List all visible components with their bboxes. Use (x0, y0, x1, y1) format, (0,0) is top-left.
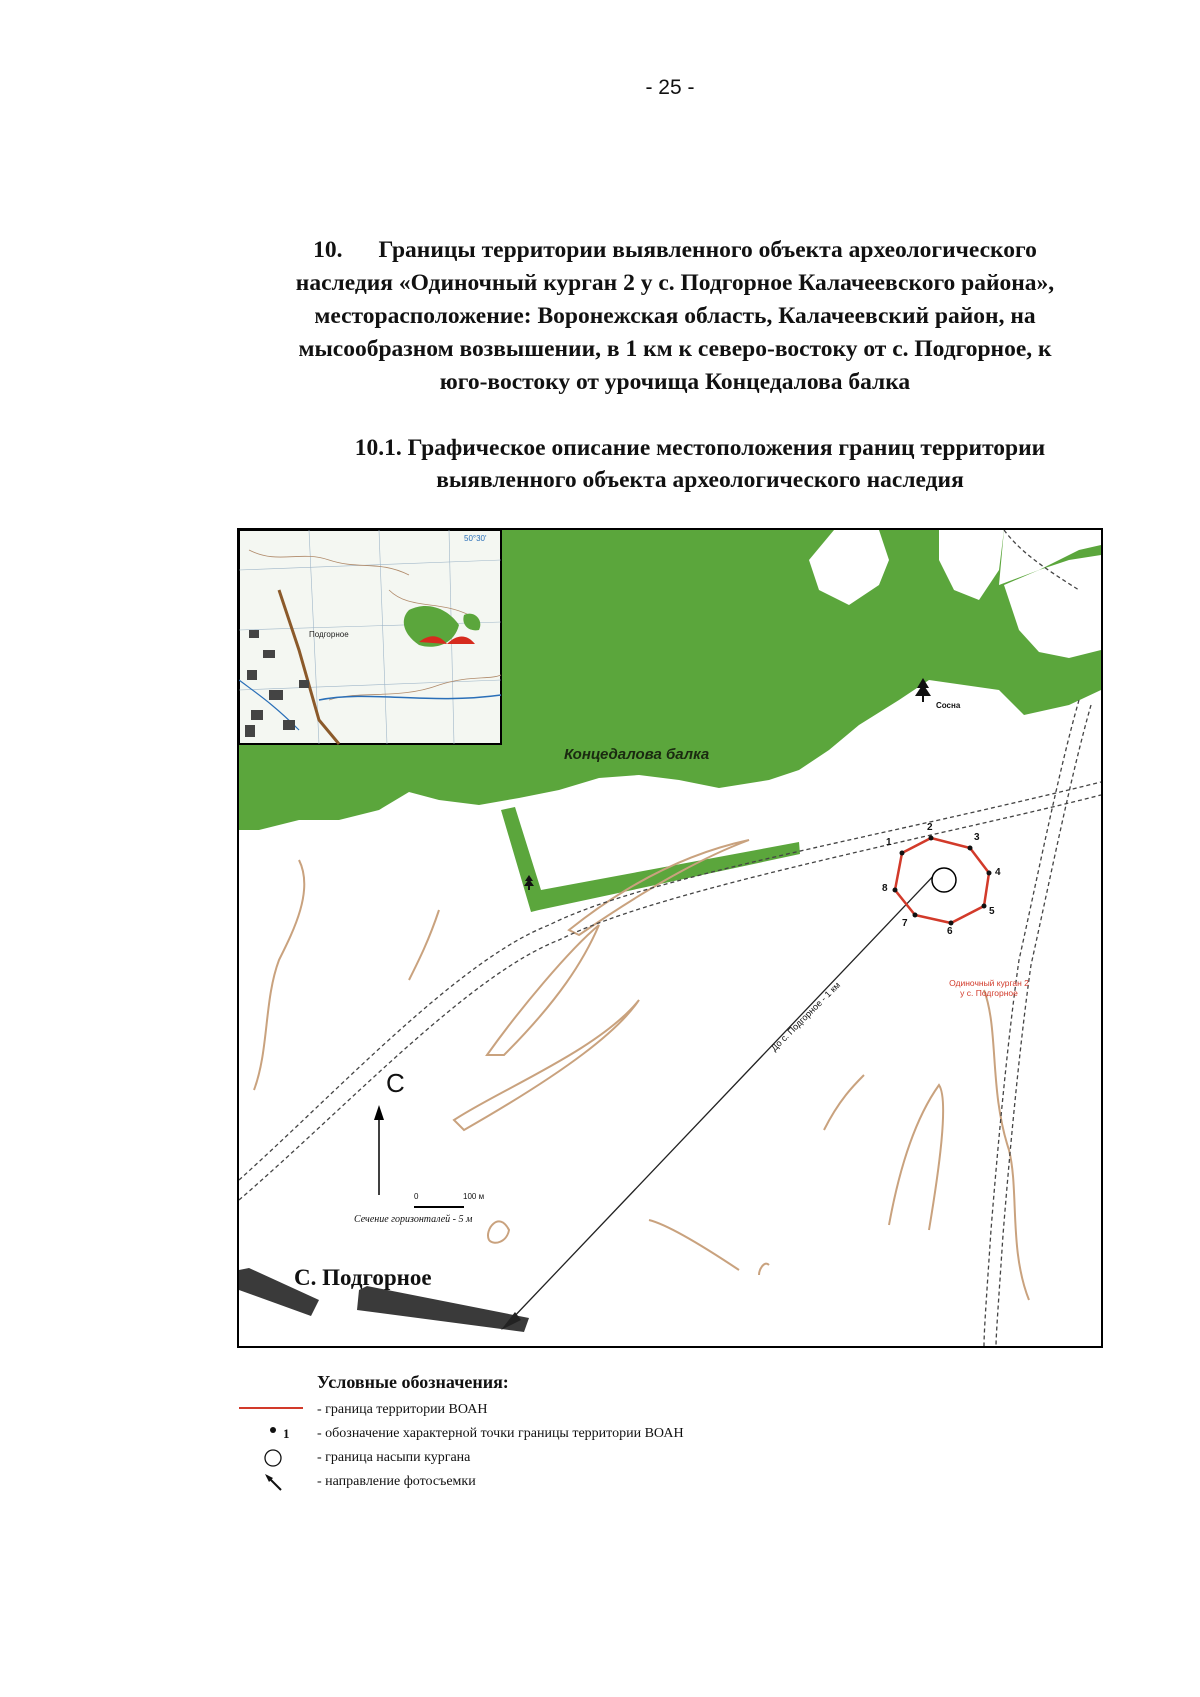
scale-zero: 0 (414, 1192, 419, 1201)
inset-coordinate: 50°30' (464, 534, 487, 543)
object-label: Одиночный курган 2 у с. Подгорное (949, 978, 1029, 998)
subsection-heading (270, 432, 1130, 496)
point-label-6: 6 (947, 926, 953, 937)
north-label: С (386, 1068, 405, 1098)
point-label-2: 2 (927, 822, 933, 833)
heading-line-1: 10. Границы территории выявленного объекта археологического (200, 234, 1150, 267)
circle-icon (237, 1448, 307, 1470)
point-marker-icon (237, 1424, 307, 1446)
red-line-icon (237, 1400, 307, 1422)
scale-end: 100 м (463, 1192, 485, 1201)
point-label-7: 7 (902, 918, 908, 929)
legend-title: Условные обозначения: (317, 1372, 509, 1392)
heading-line-3: месторасположение: Воронежская область, Калачеевский район, на (314, 303, 1036, 329)
contour-note: Сечение горизонталей - 5 м (354, 1214, 473, 1225)
north-arrow (374, 1105, 384, 1195)
legend-item-mound: - граница насыпи кургана (237, 1448, 937, 1470)
page-number: - 25 - (645, 76, 695, 99)
forest-strip (501, 807, 800, 912)
tree-label: Сосна (936, 701, 961, 710)
subheading-line-1: 10.1. Графическое описание местоположения границ территории (354, 435, 1046, 461)
point-label-8: 8 (882, 883, 888, 894)
village-label: С. Подгорное (294, 1265, 432, 1290)
heading-line-2: наследия «Одиночный курган 2 у с. Подгорное Калачеевского района», (295, 270, 1055, 296)
subheading-line-2: выявленного объекта археологического наследия (436, 467, 964, 493)
heading-line-5: юго-востоку от урочища Концедалова балка (439, 369, 911, 395)
section-number: 10. (313, 237, 343, 263)
contour-lines (254, 840, 1029, 1300)
legend-point-number: 1 (283, 1426, 290, 1441)
legend-item-photo: - направление фотосъемки (237, 1472, 937, 1494)
legend-item-point: 1 - обозначение характерной точки границы территории ВОАН (237, 1424, 937, 1446)
inset-village-label: Подгорное (309, 630, 349, 639)
balka-label: Концедалова балка (564, 746, 710, 763)
distance-arrow (501, 870, 939, 1330)
inset-map (239, 530, 501, 744)
point-label-4: 4 (995, 867, 1001, 878)
heading-line-4: мысообразном возвышении, в 1 км к северо-востоку от с. Подгорное, к (298, 336, 1052, 362)
section-heading (200, 234, 1150, 399)
point-label-5: 5 (989, 906, 995, 917)
mound-boundary (932, 868, 956, 892)
boundary-map (237, 528, 1103, 1348)
point-label-3: 3 (974, 832, 980, 843)
point-label-1: 1 (886, 837, 892, 848)
legend-item-boundary: - граница территории ВОАН (237, 1400, 937, 1422)
distance-label: До с. Подгорное - 1 км (769, 979, 843, 1054)
photo-direction-icon (237, 1472, 307, 1494)
